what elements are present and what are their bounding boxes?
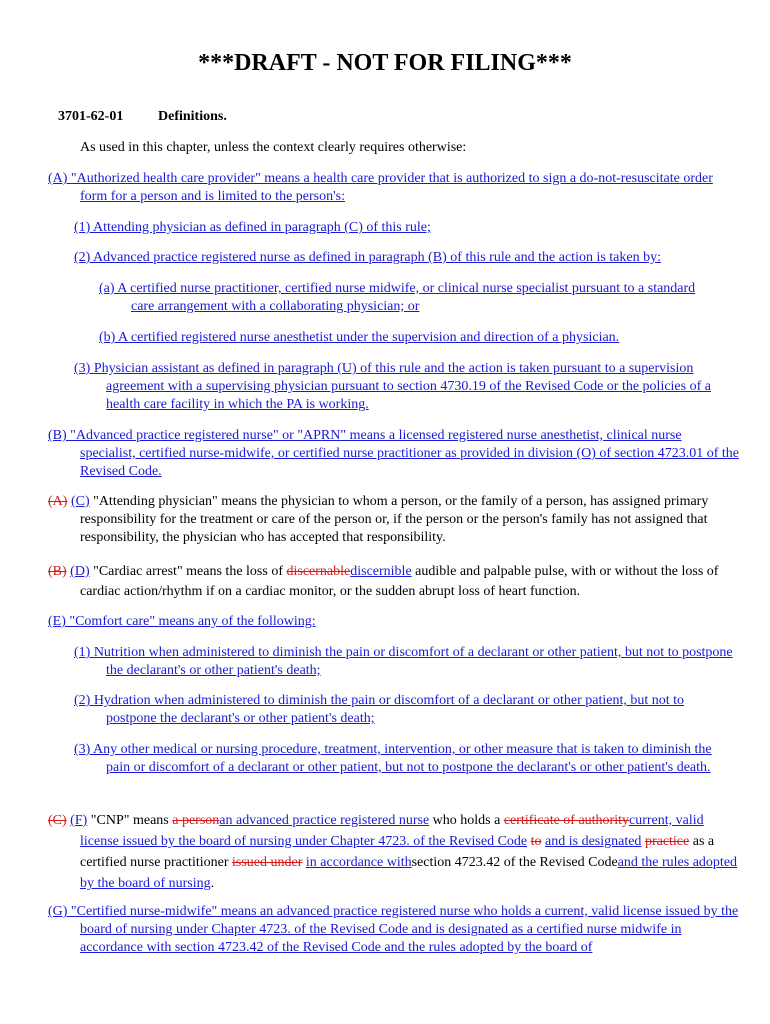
- paragraph-f-deleted-2: a person: [172, 813, 220, 828]
- paragraph-a2b: (b) A certified registered nurse anesthetist under the supervision and direction of a physician.: [99, 330, 620, 345]
- paragraph-a2: (2) Advanced practice registered nurse as defined in paragraph (B) of this rule and the action is taken by:: [74, 250, 662, 265]
- paragraph-d-inserted-word: discernible: [350, 564, 412, 579]
- paragraph-f-deleted-4: to: [530, 834, 542, 849]
- paragraph-f-deleted-letter: (C): [48, 813, 67, 828]
- paragraph-e2: (2) Hydration when administered to diminish the pain or discomfort of a declarant or other patient, but not to postpone the declarant's or other patient's death;: [74, 693, 685, 726]
- paragraph-f-deleted-5: practice: [644, 834, 690, 849]
- paragraph-f-inserted-6: in accordance with: [305, 855, 412, 870]
- paragraph-f-inserted-4: and is designated: [545, 834, 642, 849]
- rule-heading: [58, 108, 227, 126]
- paragraph-a3: (3) Physician assistant as defined in paragraph (U) of this rule and the action is taken pursuant to a supervision agreement with a supervising physician pursuant to section 4730.19 of the Revised Code or the policies of a health care facility in which the PA is working.: [74, 361, 711, 412]
- paragraph-d-text-2: audible and palpable pulse, with or without the loss of cardiac action/rhythm if on a cardiac monitor, or the sudden abrupt loss of heart function.: [80, 564, 719, 599]
- paragraph-b: (B) "Advanced practice registered nurse" or "APRN" means a licensed registered nurse anesthetist, clinical nurse specialist, certified nurse-midwife, or certified nurse practitioner as provided in division (O) of section 4723.01 of the Revised Code.: [48, 428, 739, 479]
- rule-title: Definitions.: [158, 109, 227, 124]
- paragraph-f-text-5: .: [210, 876, 215, 891]
- paragraph-f-text-2: who holds a: [432, 813, 501, 828]
- paragraph-e1: (1) Nutrition when administered to diminish the pain or discomfort of a declarant or other patient, but not to postpone the declarant's or other patient's death;: [74, 645, 733, 678]
- intro-text: As used in this chapter, unless the context clearly requires otherwise:: [80, 140, 467, 155]
- paragraph-d-text-1: "Cardiac arrest" means the loss of: [93, 564, 283, 579]
- paragraph-c-deleted-letter: (A): [48, 494, 68, 509]
- paragraph-f-text-1: "CNP" means: [90, 813, 169, 828]
- paragraph-c: [48, 493, 740, 547]
- paragraph-f-inserted-3: current, valid license issued by the board of nursing under Chapter 4723. of the Revised Code: [80, 813, 704, 849]
- paragraph-f-inserted-2: an advanced practice registered nurse: [219, 813, 430, 828]
- paragraph-d: [48, 562, 740, 602]
- paragraph-f: [48, 810, 740, 894]
- paragraph-f-inserted-letter: (F): [70, 813, 88, 828]
- rule-number: 3701-62-01: [58, 109, 124, 124]
- paragraph-f-text-3: as a certified nurse practitioner: [80, 834, 715, 870]
- paragraph-a: (A) "Authorized health care provider" means a health care provider that is authorized to sign a do-not-resuscitate order form for a person and is limited to the person's:: [48, 171, 713, 204]
- paragraph-e: (E) "Comfort care" means any of the following:: [48, 614, 316, 629]
- paragraph-f-text-4: section 4723.42 of the Revised Code: [411, 855, 618, 870]
- paragraph-f-inserted-7: and the rules adopted by the board of nursing: [80, 855, 738, 891]
- paragraph-f-deleted-3: certificate of authority: [503, 813, 630, 828]
- paragraph-c-text: "Attending physician" means the physician to whom a person, or the family of a person, has assigned primary responsibility for the treatment or care of the person or, if the person or the person's family has not assigned that responsibility, the physician who has accepted that responsibility.: [80, 494, 709, 545]
- paragraph-d-deleted-letter: (B): [48, 564, 67, 579]
- paragraph-c-inserted-letter: (C): [70, 494, 90, 509]
- draft-title: ***DRAFT - NOT FOR FILING***: [198, 50, 572, 76]
- paragraph-a2a: (a) A certified nurse practitioner, certified nurse midwife, or clinical nurse specialist pursuant to a standard care arrangement with a collaborating physician; or: [99, 281, 696, 314]
- paragraph-d-inserted-letter: (D): [70, 564, 90, 579]
- paragraph-d-deleted-word: discernable: [286, 564, 351, 579]
- paragraph-e3: (3) Any other medical or nursing procedure, treatment, intervention, or other measure that is taken to diminish the pain or discomfort of a declarant or other patient, but not to postpone the declarant's or other patient's death.: [74, 742, 712, 775]
- paragraph-f-deleted-6: issued under: [231, 855, 303, 870]
- paragraph-a1: (1) Attending physician as defined in paragraph (C) of this rule;: [74, 220, 431, 235]
- paragraph-g: (G) "Certified nurse-midwife" means an advanced practice registered nurse who holds a current, valid license issued by the board of nursing under Chapter 4723. of the Revised Code and is designated as a certified nurse midwife in accordance with section 4723.42 of the Revised Code and the rules adopted by the board of: [48, 904, 739, 955]
